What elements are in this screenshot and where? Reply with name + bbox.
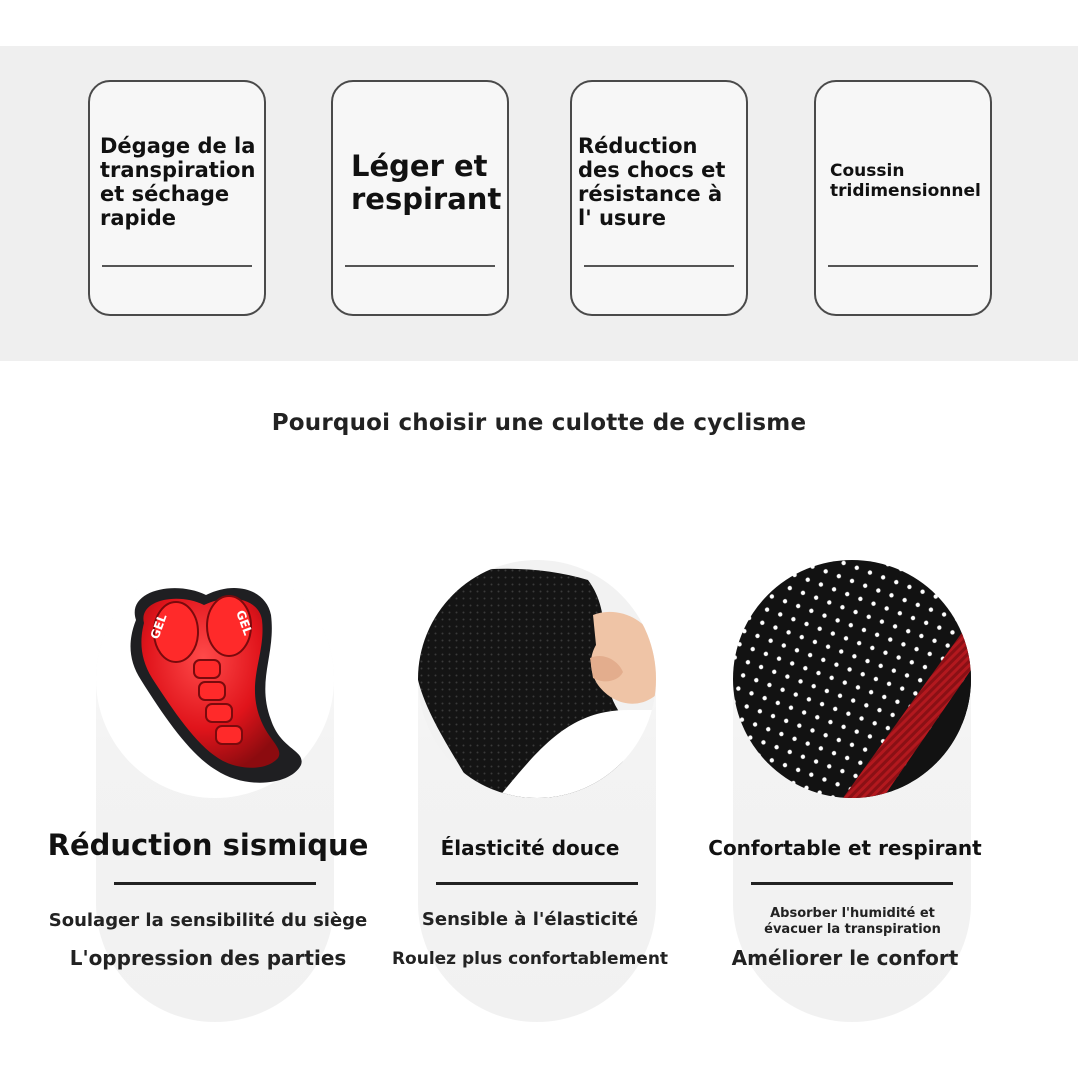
gel-seat-pad-image <box>96 560 334 798</box>
benefit-divider <box>436 882 638 885</box>
feature-text: Dégage de la transpiration et séchage rapide <box>100 134 256 231</box>
feature-divider <box>828 265 978 267</box>
benefit-shock-absorption <box>47 560 369 1030</box>
benefit-line-2: L'oppression des parties <box>69 946 347 970</box>
benefit-line-1: Soulager la sensibilité du siège <box>48 910 368 931</box>
feature-divider <box>345 265 495 267</box>
gel-label: GEL <box>233 608 256 638</box>
section-title: Pourquoi choisir une culotte de cyclisme <box>271 410 807 436</box>
benefit-line-2: Roulez plus confortablement <box>391 949 669 969</box>
benefit-line-1: Absorber l'humidité et évacuer la transpiration <box>764 906 941 937</box>
gel-label: GEL <box>147 612 170 642</box>
benefit-divider <box>114 882 316 885</box>
feature-card-quick-dry <box>88 80 266 316</box>
feature-text: Réduction des chocs et résistance à l' usure <box>578 134 726 231</box>
benefit-title: Confortable et respirant <box>708 836 982 860</box>
feature-card-light-breathable <box>331 80 509 316</box>
benefit-title: Réduction sismique <box>47 828 369 862</box>
benefit-comfort-breathable <box>695 560 995 1030</box>
feature-divider <box>584 265 734 267</box>
feature-divider <box>102 265 252 267</box>
feature-text: Léger et respirant <box>351 149 502 217</box>
benefit-title: Élasticité douce <box>440 836 620 860</box>
feature-card-shock-reduction <box>570 80 748 316</box>
feature-text: Coussin tridimensionnel <box>830 161 981 201</box>
benefit-line-2: Améliorer le confort <box>731 946 959 970</box>
benefit-divider <box>751 882 953 885</box>
perforated-fabric-image <box>733 560 971 798</box>
benefit-soft-elasticity <box>380 560 680 1030</box>
feature-card-3d-cushion <box>814 80 992 316</box>
benefit-line-1: Sensible à l'élasticité <box>421 909 639 930</box>
stretch-fabric-image <box>418 560 656 798</box>
